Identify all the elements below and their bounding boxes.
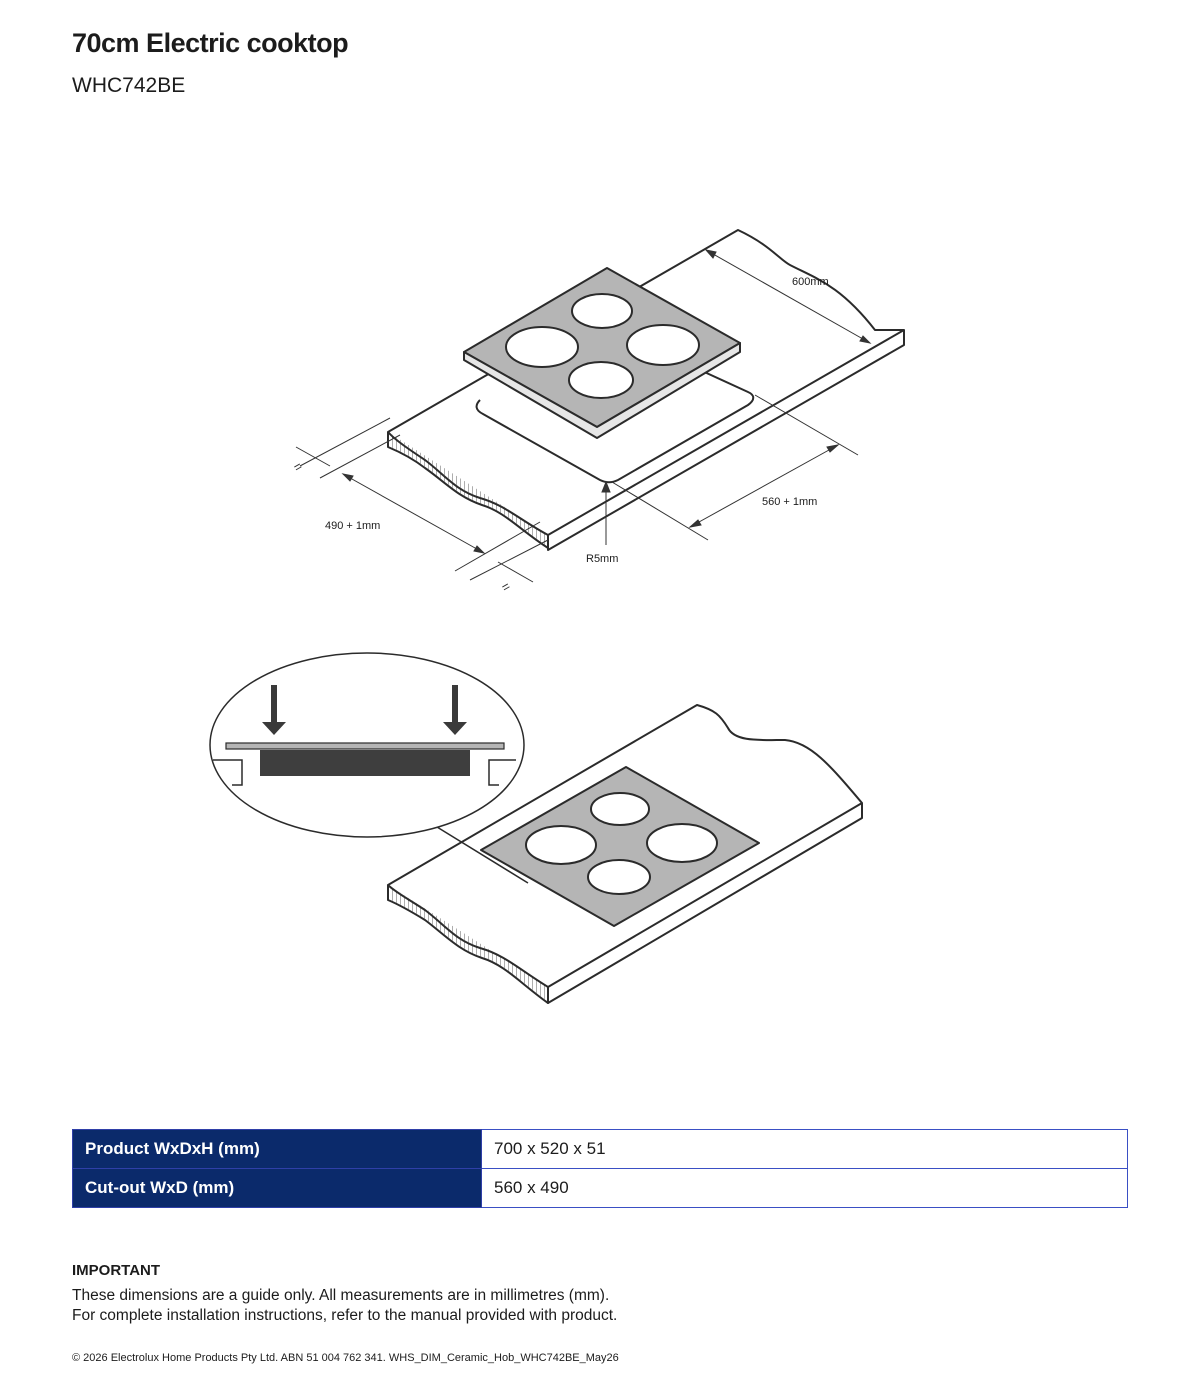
dim-label-490: 490 + 1mm xyxy=(325,520,381,532)
hob-burner xyxy=(506,327,578,367)
dim-label-560: 560 + 1mm xyxy=(762,496,818,508)
hob-burner xyxy=(627,325,699,365)
dim-label-r5: R5mm xyxy=(586,553,619,565)
table-row xyxy=(73,1130,1128,1169)
hob-burner xyxy=(588,860,650,894)
radius-arrow xyxy=(602,482,610,545)
hob-burner xyxy=(569,362,633,398)
spec-label: Cut-out WxD (mm) xyxy=(73,1169,482,1208)
important-note-line: These dimensions are a guide only. All measurements are in millimetres (mm). xyxy=(72,1287,610,1304)
important-note-line: For complete installation instructions, refer to the manual provided with product. xyxy=(72,1307,618,1324)
copyright-footer: © 2026 Electrolux Home Products Pty Ltd. ABN 51 004 762 341. WHS_DIM_Ceramic_Hob_WHC742BE_May26 xyxy=(72,1352,619,1364)
specs-table xyxy=(72,1129,1128,1208)
model-number: WHC742BE xyxy=(72,74,186,97)
dim-label-600: 600mm xyxy=(792,276,829,288)
equal-mark: = xyxy=(498,578,513,596)
detail-callout xyxy=(210,653,524,837)
spec-value: 700 x 520 x 51 xyxy=(482,1130,1128,1169)
spec-value: 560 x 490 xyxy=(482,1169,1128,1208)
spec-label: Product WxDxH (mm) xyxy=(73,1130,482,1169)
hob-burner xyxy=(647,824,717,862)
hob-burner xyxy=(526,826,596,864)
equal-mark: = xyxy=(290,458,305,476)
table-row xyxy=(73,1169,1128,1208)
hob-burner xyxy=(591,793,649,825)
page-title: 70cm Electric cooktop xyxy=(72,28,349,58)
important-heading: IMPORTANT xyxy=(72,1262,161,1279)
hob-burner xyxy=(572,294,632,328)
